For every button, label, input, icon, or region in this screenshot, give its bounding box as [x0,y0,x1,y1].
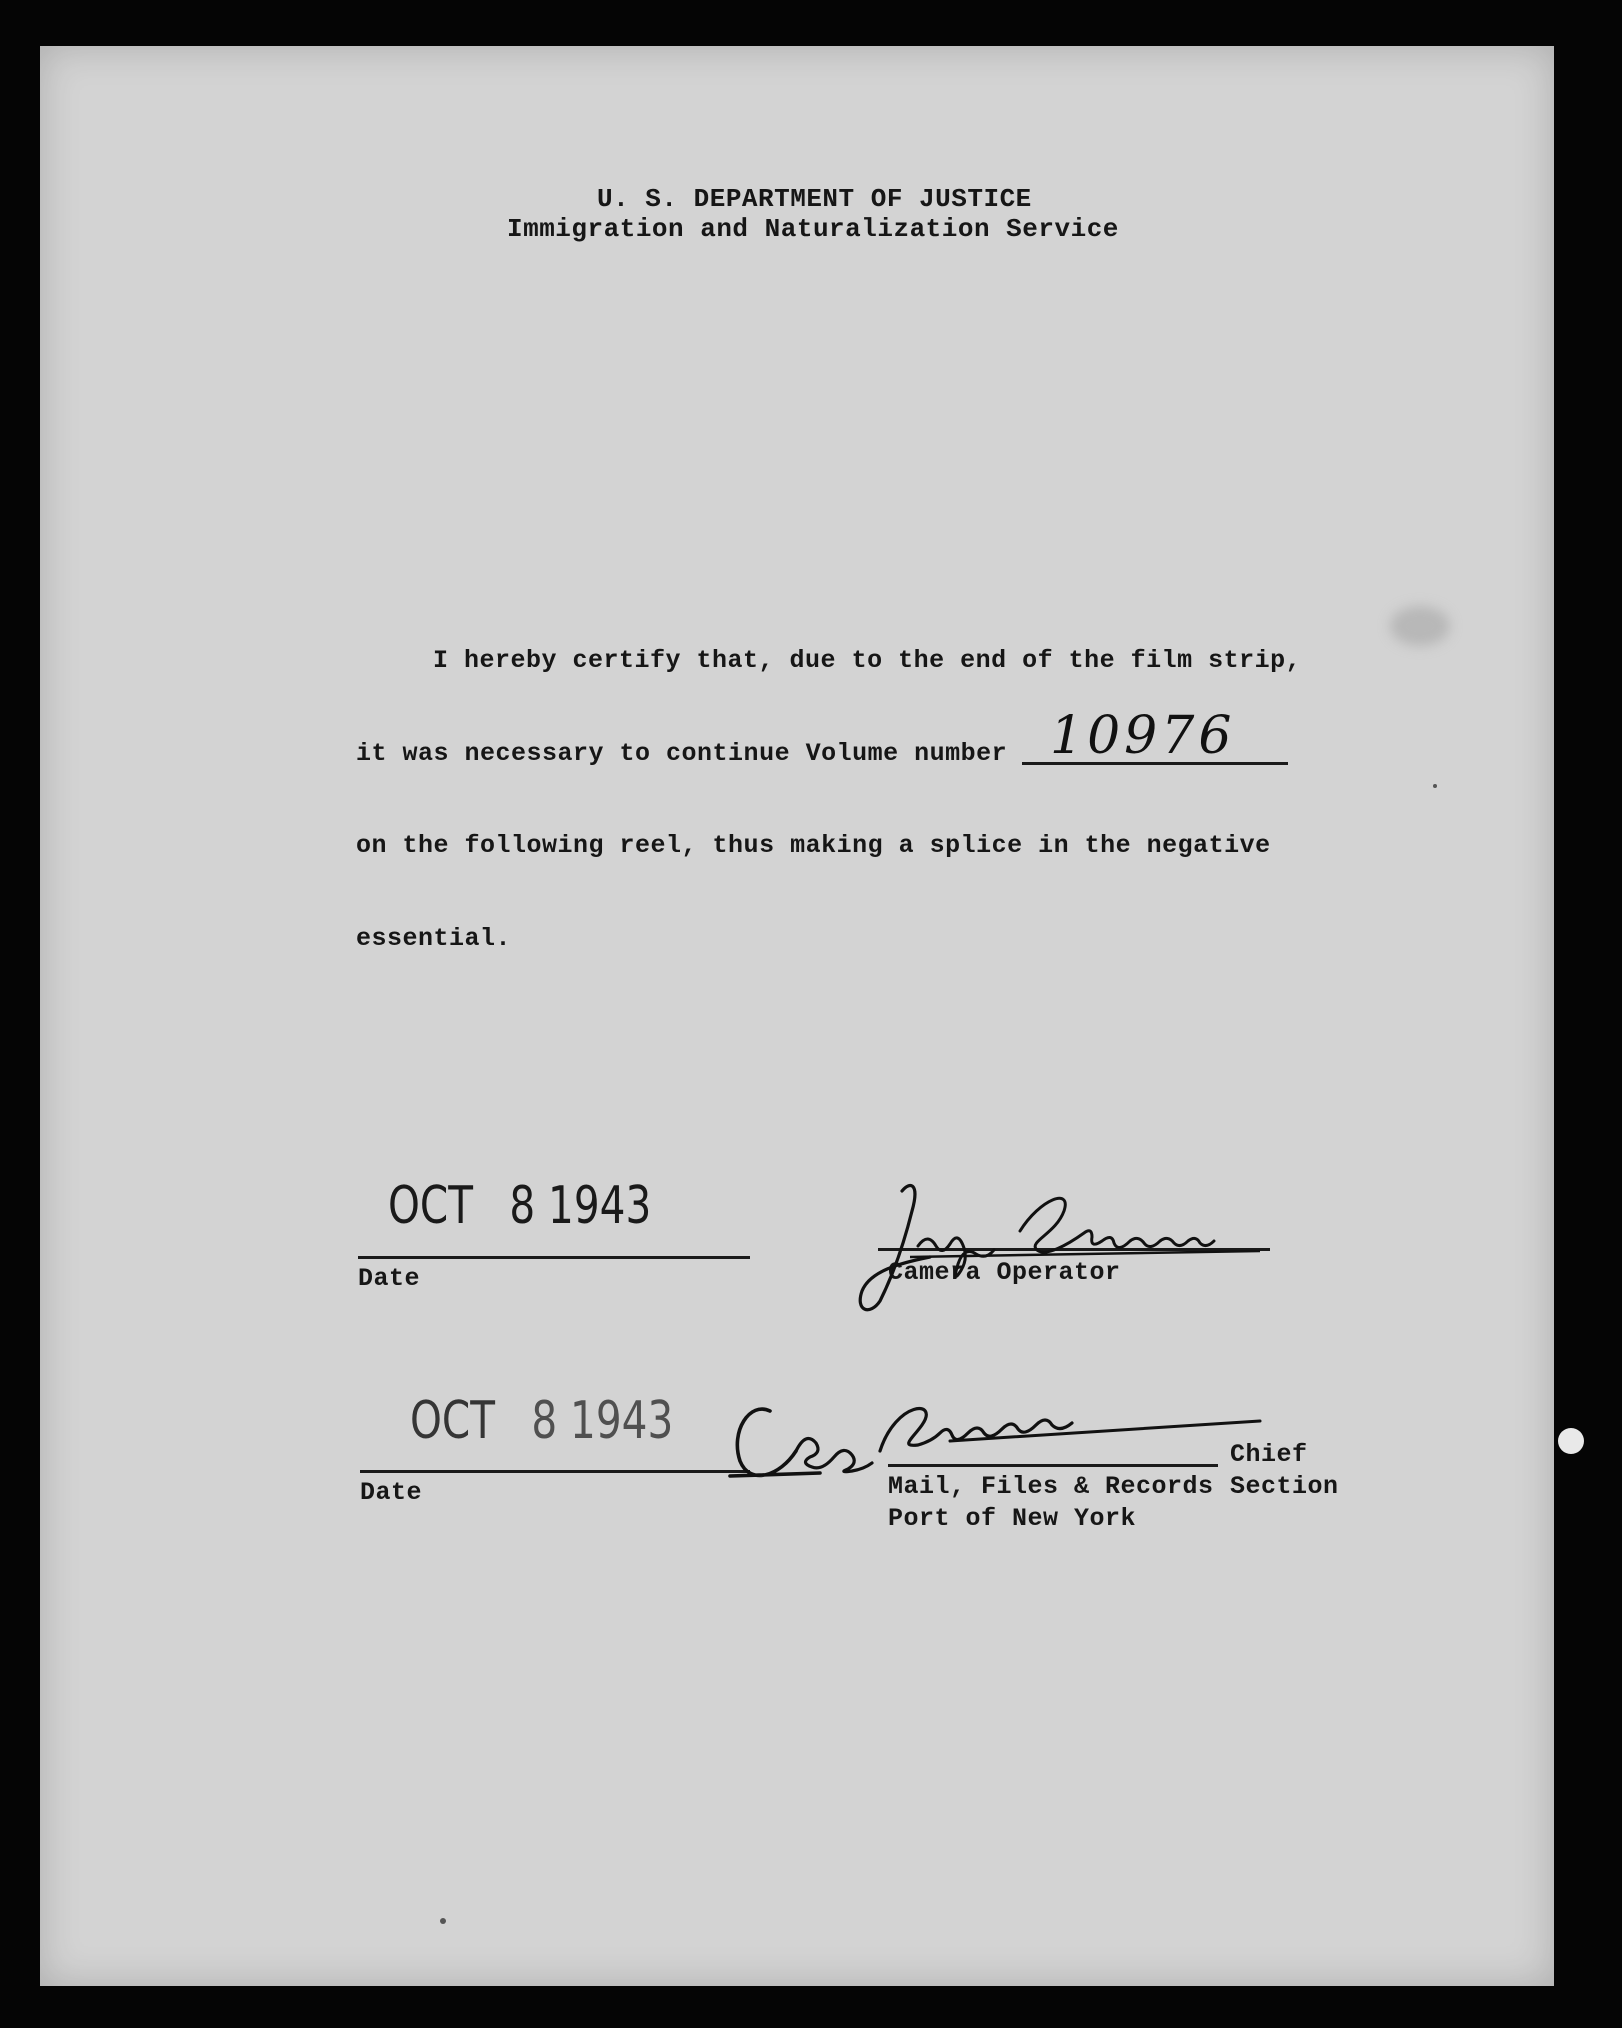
chief-title-department: Mail, Files & Records [888,1472,1214,1501]
camera-operator-date-line [358,1256,750,1259]
stamp-day-year: 8 1943 [509,1176,652,1236]
stamp-day-year: 8 1943 [531,1391,674,1451]
camera-operator-role-label: Camera Operator [888,1258,1121,1287]
certificate-line-4: essential. [356,924,512,953]
certificate-line-2: it was necessary to continue Volume number [356,739,1008,768]
chief-title-chief: Chief [1230,1440,1308,1469]
scan-smudge [1390,606,1450,646]
scan-speck [440,1918,446,1924]
certificate-line-1: I hereby certify that, due to the end of the film strip, [433,646,1302,675]
scan-blob [1558,1428,1584,1454]
document-page [40,46,1554,1986]
camera-operator-signature [840,1171,1300,1321]
chief-date-stamp [410,1391,673,1451]
chief-title-port: Port of New York [888,1504,1137,1533]
service-heading: Immigration and Naturalization Service [507,214,1119,244]
certificate-line-3: on the following reel, thus making a splice in the negative [356,831,1271,860]
department-heading: U. S. DEPARTMENT OF JUSTICE [597,184,1032,214]
scan-speck [1433,784,1437,788]
chief-date-line [360,1470,750,1473]
camera-operator-date-label: Date [358,1264,421,1293]
chief-date-label: Date [360,1478,423,1507]
stamp-month: OCT [388,1176,474,1236]
camera-operator-date-stamp [388,1176,651,1236]
volume-number-handwritten: 10976 [1050,706,1236,766]
stamp-month: OCT [410,1391,496,1451]
chief-title-section: Section [1230,1472,1339,1501]
